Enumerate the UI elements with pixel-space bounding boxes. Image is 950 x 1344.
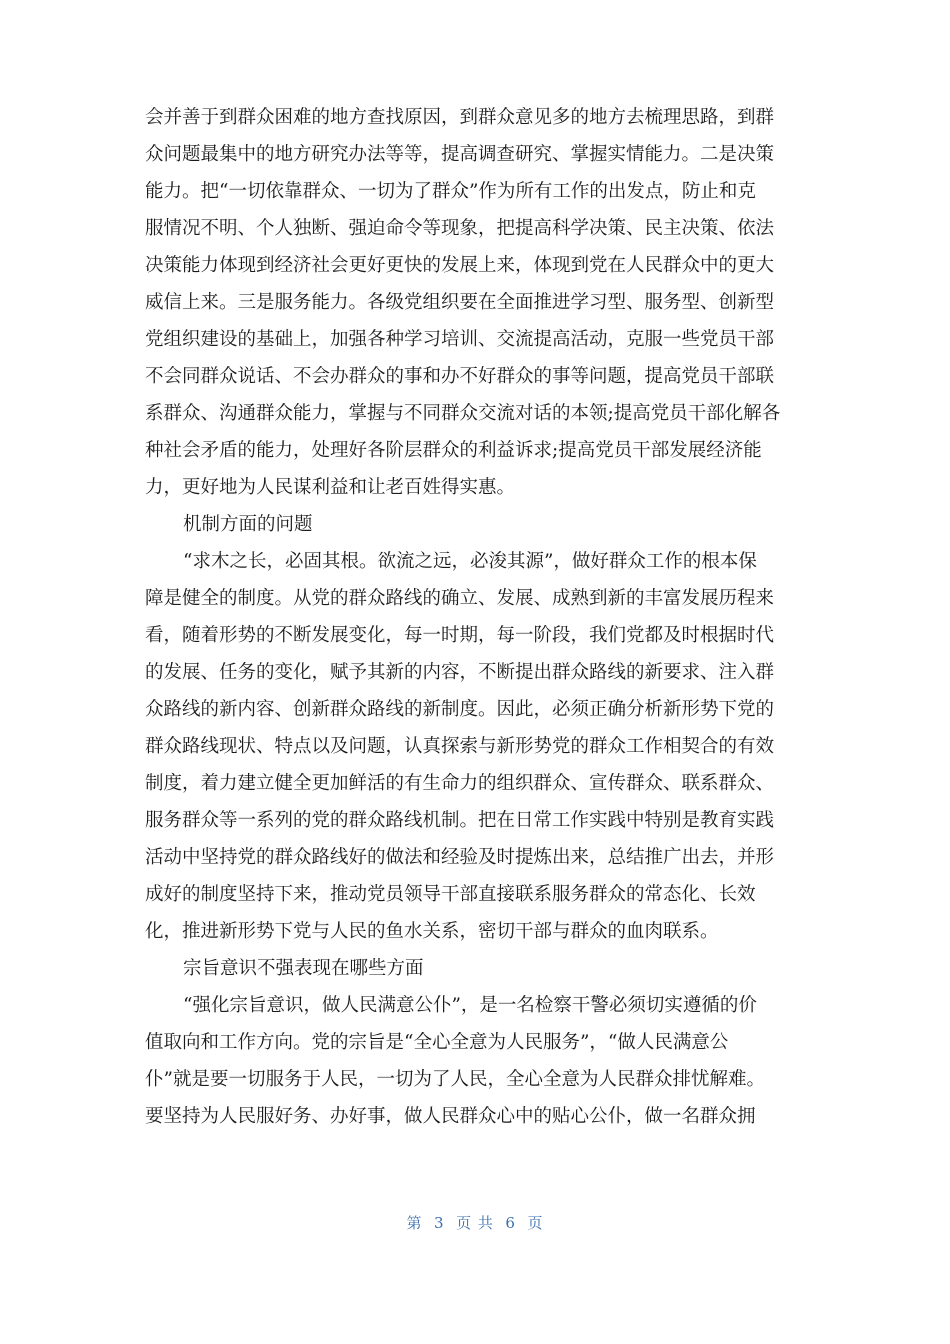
- page-number-footer: 第 3 页 共 6 页: [406, 1214, 544, 1232]
- text-line: 值取向和工作方向。党的宗旨是“全心全意为人民服务”，“做人民满意公: [145, 1032, 729, 1053]
- text-line: 众路线的新内容、创新群众路线的新制度。因此，必须正确分析新形势下党的: [145, 699, 775, 720]
- text-line: 活动中坚持党的群众路线好的做法和经验及时提炼出来，总结推广出去，并形: [145, 847, 775, 868]
- text-line: 众问题最集中的地方研究办法等等，提高调查研究、掌握实情能力。二是决策: [145, 144, 775, 165]
- text-line: 威信上来。三是服务能力。各级党组织要在全面推进学习型、服务型、创新型: [145, 292, 775, 313]
- text-line: 能力。把“一切依靠群众、一切为了群众”作为所有工作的出发点，防止和克: [145, 181, 756, 202]
- text-line: 力，更好地为人民谋利益和让老百姓得实惠。: [145, 477, 516, 498]
- section-heading: 机制方面的问题: [183, 514, 313, 535]
- text-line: 成好的制度坚持下来，推动党员领导干部直接联系服务群众的常态化、长效: [145, 884, 756, 905]
- text-line: 会并善于到群众困难的地方查找原因，到群众意见多的地方去梳理思路，到群: [145, 107, 775, 128]
- text-line: 系群众、沟通群众能力，掌握与不同群众交流对话的本领;提高党员干部化解各: [145, 403, 781, 424]
- text-line: 要坚持为人民服好务、办好事，做人民群众心中的贴心公仆，做一名群众拥: [145, 1106, 756, 1127]
- text-line: “强化宗旨意识，做人民满意公仆”，是一名检察干警必须切实遵循的价: [183, 995, 757, 1016]
- text-line: 服务群众等一系列的党的群众路线机制。把在日常工作实践中特别是教育实践: [145, 810, 775, 831]
- text-line: 服情况不明、个人独断、强迫命令等现象，把提高科学决策、民主决策、依法: [145, 218, 775, 239]
- text-line: “求木之长，必固其根。欲流之远，必浚其源”，做好群众工作的根本保: [183, 551, 757, 572]
- text-line: 种社会矛盾的能力，处理好各阶层群众的利益诉求;提高党员干部发展经济能: [145, 440, 762, 461]
- text-line: 不会同群众说话、不会办群众的事和办不好群众的事等问题，提高党员干部联: [145, 366, 775, 387]
- text-line: 障是健全的制度。从党的群众路线的确立、发展、成熟到新的丰富发展历程来: [145, 588, 775, 609]
- text-line: 的发展、任务的变化，赋予其新的内容，不断提出群众路线的新要求、注入群: [145, 662, 775, 683]
- text-line: 仆”就是要一切服务于人民，一切为了人民，全心全意为人民群众排忧解难。: [145, 1069, 765, 1090]
- text-line: 决策能力体现到经济社会更好更快的发展上来，体现到党在人民群众中的更大: [145, 255, 775, 276]
- section-heading: 宗旨意识不强表现在哪些方面: [183, 958, 424, 979]
- text-line: 制度，着力建立健全更加鲜活的有生命力的组织群众、宣传群众、联系群众、: [145, 773, 775, 794]
- text-line: 化，推进新形势下党与人民的鱼水关系，密切干部与群众的血肉联系。: [145, 921, 719, 942]
- text-line: 群众路线现状、特点以及问题，认真探索与新形势党的群众工作相契合的有效: [145, 736, 775, 757]
- text-line: 党组织建设的基础上，加强各种学习培训、交流提高活动，克服一些党员干部: [145, 329, 775, 350]
- text-line: 看，随着形势的不断发展变化，每一时期，每一阶段，我们党都及时根据时代: [145, 625, 775, 646]
